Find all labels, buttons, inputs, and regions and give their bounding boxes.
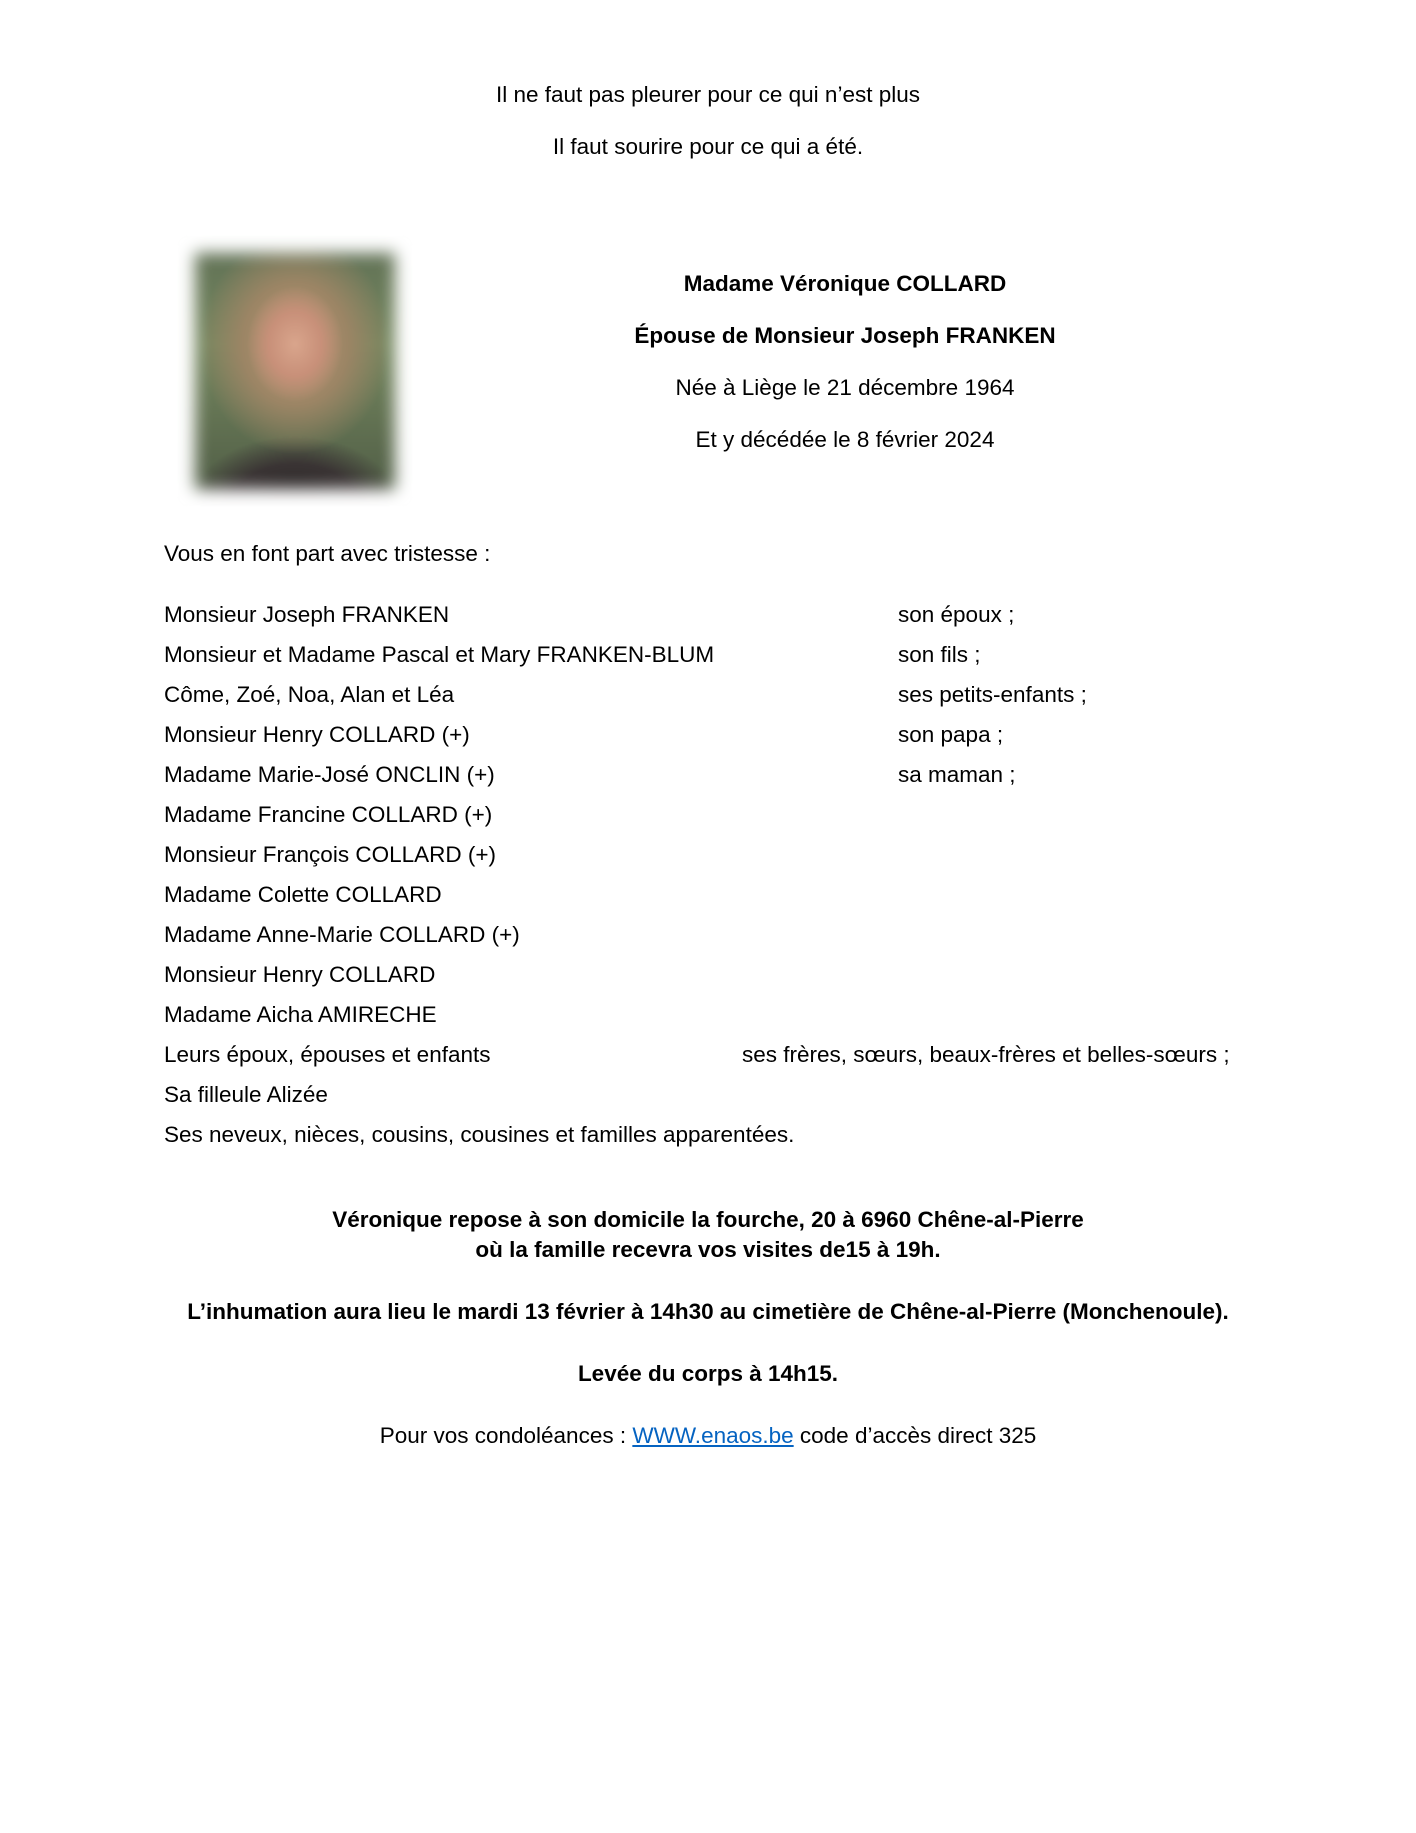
- family-name: Monsieur Henry COLLARD: [164, 962, 436, 987]
- visitation-line-2: où la famille recevra vos visites de15 à 19h.: [475, 1237, 941, 1262]
- family-name: Monsieur et Madame Pascal et Mary FRANKEN-BLUM: [164, 642, 715, 667]
- family-relation: ses frères, sœurs, beaux-frères et belles-sœurs ;: [742, 1042, 1230, 1067]
- condolences-line: [0, 1423, 1416, 1449]
- family-name: Madame Francine COLLARD (+): [164, 802, 493, 827]
- levee-info: Levée du corps à 14h15.: [577, 1361, 839, 1386]
- deceased-name: Madame Véronique COLLARD: [683, 271, 1007, 296]
- condolences-prefix: Pour vos condoléances :: [379, 1423, 633, 1448]
- condolences-suffix: code d’accès direct 325: [793, 1423, 1037, 1448]
- family-name: Monsieur François COLLARD (+): [164, 842, 496, 867]
- family-name: Ses neveux, nièces, cousins, cousines et familles apparentées.: [164, 1122, 795, 1147]
- family-relation: ses petits-enfants ;: [898, 682, 1087, 707]
- condolences-link[interactable]: WWW.enaos.be: [632, 1423, 794, 1448]
- quote-line-2: Il faut sourire pour ce qui a été.: [552, 134, 864, 159]
- family-name: Côme, Zoé, Noa, Alan et Léa: [164, 682, 455, 707]
- family-name: Madame Anne-Marie COLLARD (+): [164, 922, 520, 947]
- intro-text: Vous en font part avec tristesse :: [164, 541, 491, 566]
- family-name: Madame Marie-José ONCLIN (+): [164, 762, 495, 787]
- deceased-spouse: Épouse de Monsieur Joseph FRANKEN: [634, 323, 1056, 348]
- family-name: Monsieur Henry COLLARD (+): [164, 722, 470, 747]
- birth-info: Née à Liège le 21 décembre 1964: [675, 375, 1015, 400]
- family-relation: son fils ;: [898, 642, 981, 667]
- death-info: Et y décédée le 8 février 2024: [695, 427, 995, 452]
- family-name: Madame Colette COLLARD: [164, 882, 442, 907]
- portrait-photo: [178, 236, 412, 506]
- family-name: Monsieur Joseph FRANKEN: [164, 602, 450, 627]
- family-relation: sa maman ;: [898, 762, 1016, 787]
- family-name: Leurs époux, épouses et enfants: [164, 1042, 491, 1067]
- family-relation: son époux ;: [898, 602, 1015, 627]
- visitation-line-1: Véronique repose à son domicile la fourche, 20 à 6960 Chêne-al-Pierre: [332, 1207, 1084, 1232]
- family-name: Madame Aicha AMIRECHE: [164, 1002, 437, 1027]
- burial-info: L’inhumation aura lieu le mardi 13 février à 14h30 au cimetière de Chêne-al-Pierre (Monchenoule).: [187, 1299, 1229, 1324]
- quote-line-1: Il ne faut pas pleurer pour ce qui n’est plus: [495, 82, 920, 107]
- family-relation: son papa ;: [898, 722, 1004, 747]
- family-name: Sa filleule Alizée: [164, 1082, 328, 1107]
